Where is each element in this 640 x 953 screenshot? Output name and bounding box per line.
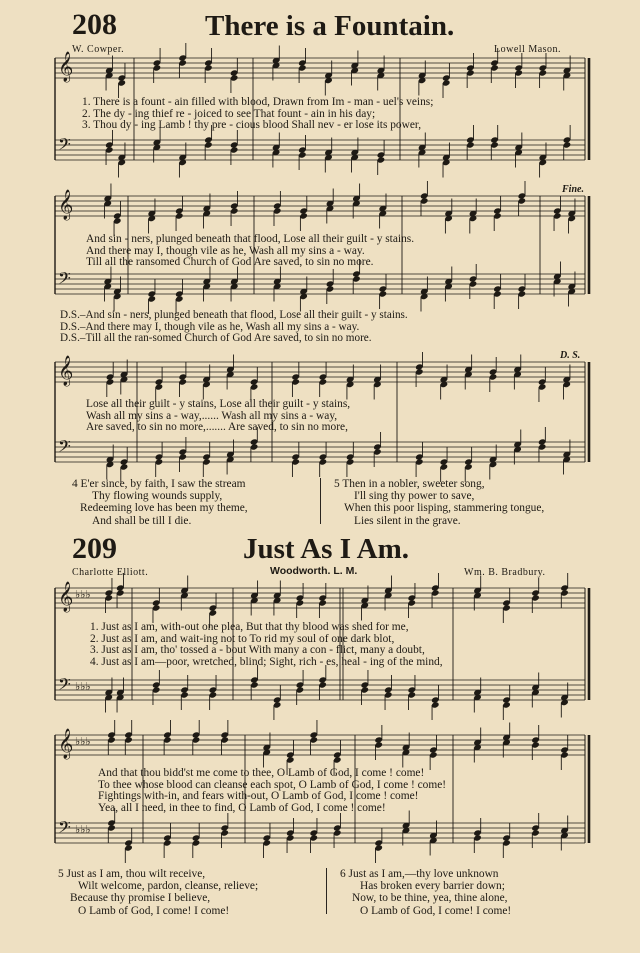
verse-line: Has broken every barrier down; (360, 880, 505, 893)
lyric-line: And sin - ners, plunged beneath that flood, Lose all their guilt - y stains. (86, 233, 415, 245)
lyric-line: 3. Just as I am, tho' tossed a - bout With many a con - flict, many a doubt, (90, 644, 425, 657)
treble-clef-icon: 𝄞 (58, 190, 74, 220)
lyric-line: To thee whose blood can cleanse each spot, O Lamb of God, I come ! come! (98, 778, 447, 791)
verse-line: 5 Just as I am, thou wilt receive, (58, 868, 206, 880)
lyric-line: Are saved, to sin no more,....... Are saved, to sin no more, (86, 421, 348, 434)
verse-line: Thy flowing wounds supply, (92, 490, 223, 503)
flat-sign-icon: ♭♭♭ (75, 680, 91, 693)
hymn-209-verse-5 (58, 868, 258, 917)
lyric-line: 2. Just as I am, and wait-ing not to To rid my soul of one dark blot, (90, 632, 395, 645)
lyric-line: And that thou bidd'st me come to thee, O Lamb of God, I come ! come! (98, 767, 425, 779)
lyric-line: 1. Just as I am, with-out one plea, But that thy blood was shed for me, (90, 621, 409, 633)
flat-sign-icon: ♭♭♭ (75, 823, 91, 836)
treble-clef-icon: 𝄞 (58, 582, 74, 612)
hymn-208-title: There is a Fountain. (205, 10, 455, 42)
lyric-line: D.S.–And sin - ners, plunged beneath that flood, Lose all their guilt - y stains. (60, 309, 408, 321)
verse-line: O Lamb of God, I come! I come! (360, 904, 512, 917)
lyric-line: Wash all my sins a - way,...... Wash all my sins a - way, (86, 409, 338, 422)
lyric-line: Till all the ransomed Church of God Are saved, to sin no more. (86, 256, 374, 269)
lyric-line: D.S.–Till all the ran-somed Church of God Are saved, to sin no more. (60, 332, 372, 345)
lyric-line: Lose all their guilt - y stains, Lose all their guilt - y stains, (86, 398, 351, 410)
lyric-line: And there may I, though vile as he, Wash all my sins a - way. (86, 244, 365, 257)
verse-line: When this poor lisping, stammering tongue, (344, 502, 545, 515)
treble-clef-icon: 𝄞 (58, 729, 74, 759)
verse-line: I'll sing thy power to save, (354, 490, 475, 503)
verse-line: Now, to be thine, yea, thine alone, (352, 892, 508, 905)
lyric-line: Fightings with-in, and fears with-out, O Lamb of God, I come ! come! (98, 790, 419, 803)
verse-line: 5 Then in a nobler, sweeter song, (334, 478, 485, 490)
verse-line: Because thy promise I believe, (70, 892, 211, 905)
bass-clef-icon: 𝄢 (58, 268, 71, 292)
verse-line: O Lamb of God, I come! I come! (78, 904, 230, 917)
hymn-209-verse-6 (340, 868, 511, 917)
verse-divider (326, 868, 327, 914)
hymn-209-number: 209 (72, 532, 117, 565)
bass-clef-icon: 𝄢 (58, 817, 71, 841)
bass-clef-icon: 𝄢 (58, 134, 71, 158)
lyric-line: 4. Just as I am—poor, wretched, blind; Sight, rich - es, heal - ing of the mind, (90, 655, 443, 668)
hymn-208-composer: Lowell Mason. (494, 44, 562, 55)
treble-clef-icon: 𝄞 (58, 356, 74, 386)
verse-line: Lies silent in the grave. (354, 514, 461, 527)
treble-clef-icon: 𝄞 (58, 52, 74, 82)
verse-line: 4 E'er since, by faith, I saw the stream (72, 478, 246, 490)
lyric-line: 2. The dy - ing thief re - joiced to see That fount - ain in his day; (82, 107, 376, 120)
lyric-line: 1. There is a fount - ain filled with blood, Drawn from Im - man - uel's veins; (82, 96, 434, 108)
bass-clef-icon: 𝄢 (58, 674, 71, 698)
verse-line: Wilt welcome, pardon, cleanse, relieve; (78, 880, 259, 893)
verse-line: And shall be till I die. (92, 514, 192, 527)
lyric-line: D.S.–And there may I, though vile as he, Wash all my sins a - way. (60, 320, 360, 333)
bass-clef-icon: 𝄢 (58, 436, 71, 460)
hymn-209-author: Charlotte Elliott. (72, 567, 149, 578)
verse-line: 6 Just as I am,—thy love unknown (340, 868, 499, 880)
flat-sign-icon: ♭♭♭ (75, 735, 91, 748)
lyric-line: 3. Thou dy - ing Lamb ! thy pre - cious blood Shall nev - er lose its power, (82, 119, 422, 132)
hymn-208-number: 208 (72, 8, 117, 41)
fine-marking: Fine. (562, 184, 584, 195)
hymn-208-author: W. Cowper. (72, 44, 125, 55)
hymn-209-system-2-lyrics (98, 768, 446, 814)
hymn-209-title: Just As I Am. (243, 533, 409, 565)
flat-sign-icon: ♭♭♭ (75, 588, 91, 601)
hymn-209-tune: Woodworth. L. M. (270, 565, 358, 577)
ds-marking: D. S. (560, 350, 581, 361)
verse-line: Redeeming love has been my theme, (80, 502, 248, 515)
lyric-line: Yea, all I need, in thee to find, O Lamb of God, I come ! come! (98, 801, 386, 814)
hymn-209-composer: Wm. B. Bradbury. (464, 567, 546, 578)
